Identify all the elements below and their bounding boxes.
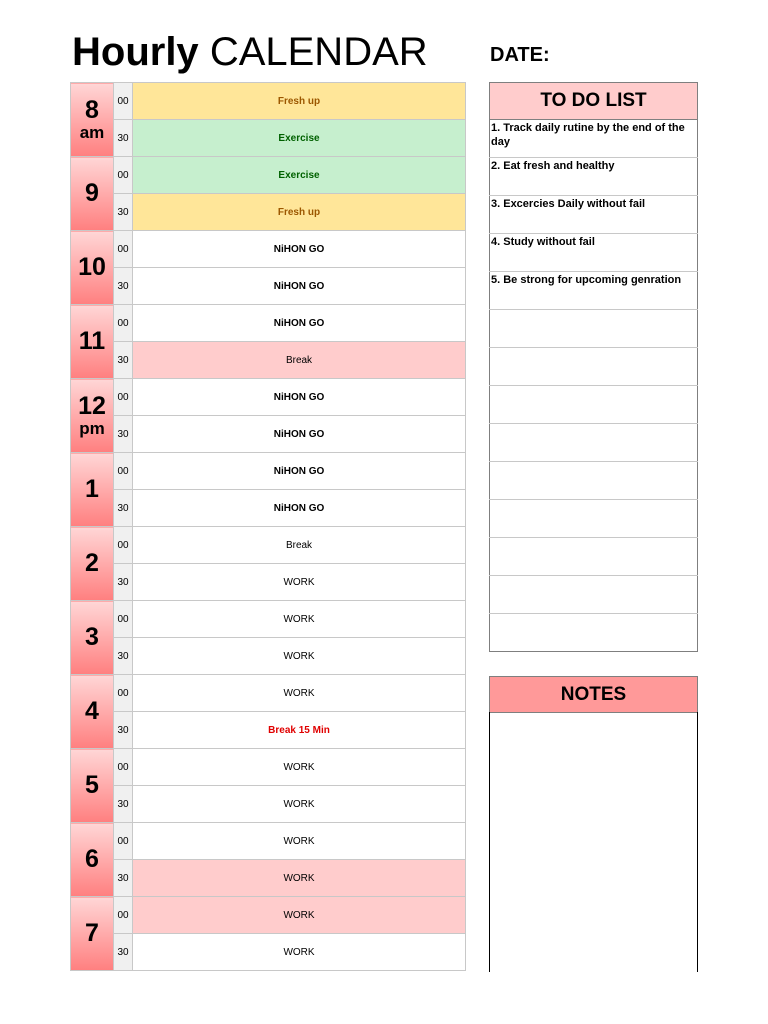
hour-number: 2 bbox=[85, 549, 99, 578]
task-cell[interactable]: Break bbox=[133, 527, 466, 564]
hour-cell bbox=[71, 157, 114, 231]
schedule-table bbox=[70, 82, 466, 971]
task-cell[interactable]: NiHON GO bbox=[133, 268, 466, 305]
minute-cell: 30 bbox=[114, 712, 133, 749]
task-cell[interactable]: Exercise bbox=[133, 120, 466, 157]
task-cell[interactable]: WORK bbox=[133, 823, 466, 860]
schedule-row bbox=[71, 268, 466, 305]
schedule-row bbox=[71, 934, 466, 971]
todo-title: TO DO LIST bbox=[490, 83, 698, 120]
task-cell[interactable]: NiHON GO bbox=[133, 453, 466, 490]
minute-cell: 00 bbox=[114, 601, 133, 638]
minute-cell: 00 bbox=[114, 823, 133, 860]
todo-item[interactable]: 4. Study without fail bbox=[490, 234, 698, 272]
minute-cell: 00 bbox=[114, 675, 133, 712]
task-cell[interactable]: WORK bbox=[133, 675, 466, 712]
minute-cell: 00 bbox=[114, 83, 133, 120]
todo-row bbox=[490, 120, 698, 158]
hour-number: 6 bbox=[85, 845, 99, 874]
hour-cell bbox=[71, 83, 114, 157]
minute-cell: 30 bbox=[114, 564, 133, 601]
todo-item[interactable] bbox=[490, 576, 698, 614]
todo-row bbox=[490, 462, 698, 500]
minute-cell: 30 bbox=[114, 786, 133, 823]
schedule-row bbox=[71, 231, 466, 268]
title-rest: CALENDAR bbox=[209, 30, 428, 74]
todo-header-row bbox=[490, 83, 698, 120]
todo-item[interactable] bbox=[490, 386, 698, 424]
hour-ampm: am bbox=[79, 122, 105, 142]
minute-cell: 00 bbox=[114, 379, 133, 416]
hour-cell bbox=[71, 823, 114, 897]
minute-cell: 30 bbox=[114, 934, 133, 971]
schedule-row bbox=[71, 675, 466, 712]
task-cell[interactable]: NiHON GO bbox=[133, 490, 466, 527]
task-cell[interactable]: WORK bbox=[133, 638, 466, 675]
schedule-row bbox=[71, 342, 466, 379]
minute-cell: 00 bbox=[114, 157, 133, 194]
todo-item[interactable]: 5. Be strong for upcoming genration bbox=[490, 272, 698, 310]
hour-number: 1 bbox=[85, 475, 99, 504]
task-cell[interactable]: WORK bbox=[133, 601, 466, 638]
schedule-row bbox=[71, 786, 466, 823]
todo-item[interactable] bbox=[490, 424, 698, 462]
schedule-row bbox=[71, 120, 466, 157]
schedule-row bbox=[71, 305, 466, 342]
page-title bbox=[72, 28, 428, 76]
schedule-row bbox=[71, 379, 466, 416]
schedule-row bbox=[71, 194, 466, 231]
hour-cell bbox=[71, 305, 114, 379]
schedule-row bbox=[71, 527, 466, 564]
todo-row bbox=[490, 500, 698, 538]
schedule-row bbox=[71, 83, 466, 120]
minute-cell: 00 bbox=[114, 527, 133, 564]
hour-cell bbox=[71, 749, 114, 823]
task-cell[interactable]: NiHON GO bbox=[133, 416, 466, 453]
todo-row bbox=[490, 386, 698, 424]
task-cell[interactable]: Fresh up bbox=[133, 194, 466, 231]
hour-number: 5 bbox=[85, 771, 99, 800]
schedule-row bbox=[71, 823, 466, 860]
minute-cell: 00 bbox=[114, 231, 133, 268]
schedule-row bbox=[71, 416, 466, 453]
minute-cell: 30 bbox=[114, 416, 133, 453]
task-cell[interactable]: WORK bbox=[133, 860, 466, 897]
task-cell[interactable]: Break 15 Min bbox=[133, 712, 466, 749]
todo-row bbox=[490, 576, 698, 614]
hour-number: 11 bbox=[78, 327, 106, 356]
minute-cell: 30 bbox=[114, 342, 133, 379]
schedule-row bbox=[71, 860, 466, 897]
todo-list bbox=[489, 82, 698, 652]
todo-row bbox=[490, 614, 698, 652]
todo-body bbox=[490, 120, 698, 652]
hour-cell bbox=[71, 379, 114, 453]
todo-item[interactable]: 1. Track daily rutine by the end of the day bbox=[490, 120, 698, 158]
todo-row bbox=[490, 196, 698, 234]
todo-item[interactable] bbox=[490, 310, 698, 348]
task-cell[interactable]: WORK bbox=[133, 897, 466, 934]
hour-number: 4 bbox=[85, 697, 99, 726]
minute-cell: 30 bbox=[114, 194, 133, 231]
schedule-row bbox=[71, 897, 466, 934]
schedule-row bbox=[71, 638, 466, 675]
hour-number: 12 bbox=[78, 392, 106, 421]
title-bold: Hourly bbox=[72, 30, 199, 74]
schedule-row bbox=[71, 453, 466, 490]
date-label: DATE: bbox=[490, 44, 550, 66]
todo-item[interactable]: 2. Eat fresh and healthy bbox=[490, 158, 698, 196]
todo-row bbox=[490, 158, 698, 196]
todo-row bbox=[490, 310, 698, 348]
todo-item[interactable]: 3. Excercies Daily without fail bbox=[490, 196, 698, 234]
todo-item[interactable] bbox=[490, 538, 698, 576]
task-cell[interactable]: WORK bbox=[133, 749, 466, 786]
todo-item[interactable] bbox=[490, 348, 698, 386]
minute-cell: 30 bbox=[114, 638, 133, 675]
hour-number: 3 bbox=[85, 623, 99, 652]
notes-area[interactable] bbox=[489, 712, 698, 972]
todo-row bbox=[490, 348, 698, 386]
minute-cell: 00 bbox=[114, 897, 133, 934]
todo-row bbox=[490, 538, 698, 576]
hour-cell bbox=[71, 601, 114, 675]
task-cell[interactable]: NiHON GO bbox=[133, 231, 466, 268]
todo-item[interactable] bbox=[490, 462, 698, 500]
minute-cell: 00 bbox=[114, 453, 133, 490]
schedule-row bbox=[71, 157, 466, 194]
hour-cell bbox=[71, 675, 114, 749]
notes-title: NOTES bbox=[489, 676, 698, 713]
hour-cell bbox=[71, 231, 114, 305]
todo-row bbox=[490, 424, 698, 462]
hour-cell bbox=[71, 453, 114, 527]
task-cell[interactable]: Break bbox=[133, 342, 466, 379]
schedule-row bbox=[71, 749, 466, 786]
task-cell[interactable]: NiHON GO bbox=[133, 379, 466, 416]
schedule-row bbox=[71, 712, 466, 749]
task-cell[interactable]: WORK bbox=[133, 786, 466, 823]
hour-number: 8 bbox=[85, 96, 99, 125]
minute-cell: 00 bbox=[114, 749, 133, 786]
minute-cell: 30 bbox=[114, 120, 133, 157]
schedule-body bbox=[71, 83, 466, 971]
schedule-row bbox=[71, 490, 466, 527]
hour-number: 10 bbox=[78, 253, 106, 282]
minute-cell: 30 bbox=[114, 860, 133, 897]
minute-cell: 30 bbox=[114, 268, 133, 305]
minute-cell: 30 bbox=[114, 490, 133, 527]
todo-row bbox=[490, 234, 698, 272]
hour-number: 9 bbox=[85, 179, 99, 208]
schedule-row bbox=[71, 601, 466, 638]
hour-cell bbox=[71, 527, 114, 601]
task-cell[interactable]: Exercise bbox=[133, 157, 466, 194]
task-cell[interactable]: WORK bbox=[133, 934, 466, 971]
task-cell[interactable]: NiHON GO bbox=[133, 305, 466, 342]
hour-number: 7 bbox=[85, 919, 99, 948]
todo-item[interactable] bbox=[490, 500, 698, 538]
schedule-row bbox=[71, 564, 466, 601]
todo-item[interactable] bbox=[490, 614, 698, 652]
task-cell[interactable]: WORK bbox=[133, 564, 466, 601]
task-cell[interactable]: Fresh up bbox=[133, 83, 466, 120]
minute-cell: 00 bbox=[114, 305, 133, 342]
hour-ampm: pm bbox=[79, 418, 105, 438]
todo-row bbox=[490, 272, 698, 310]
hour-cell bbox=[71, 897, 114, 971]
